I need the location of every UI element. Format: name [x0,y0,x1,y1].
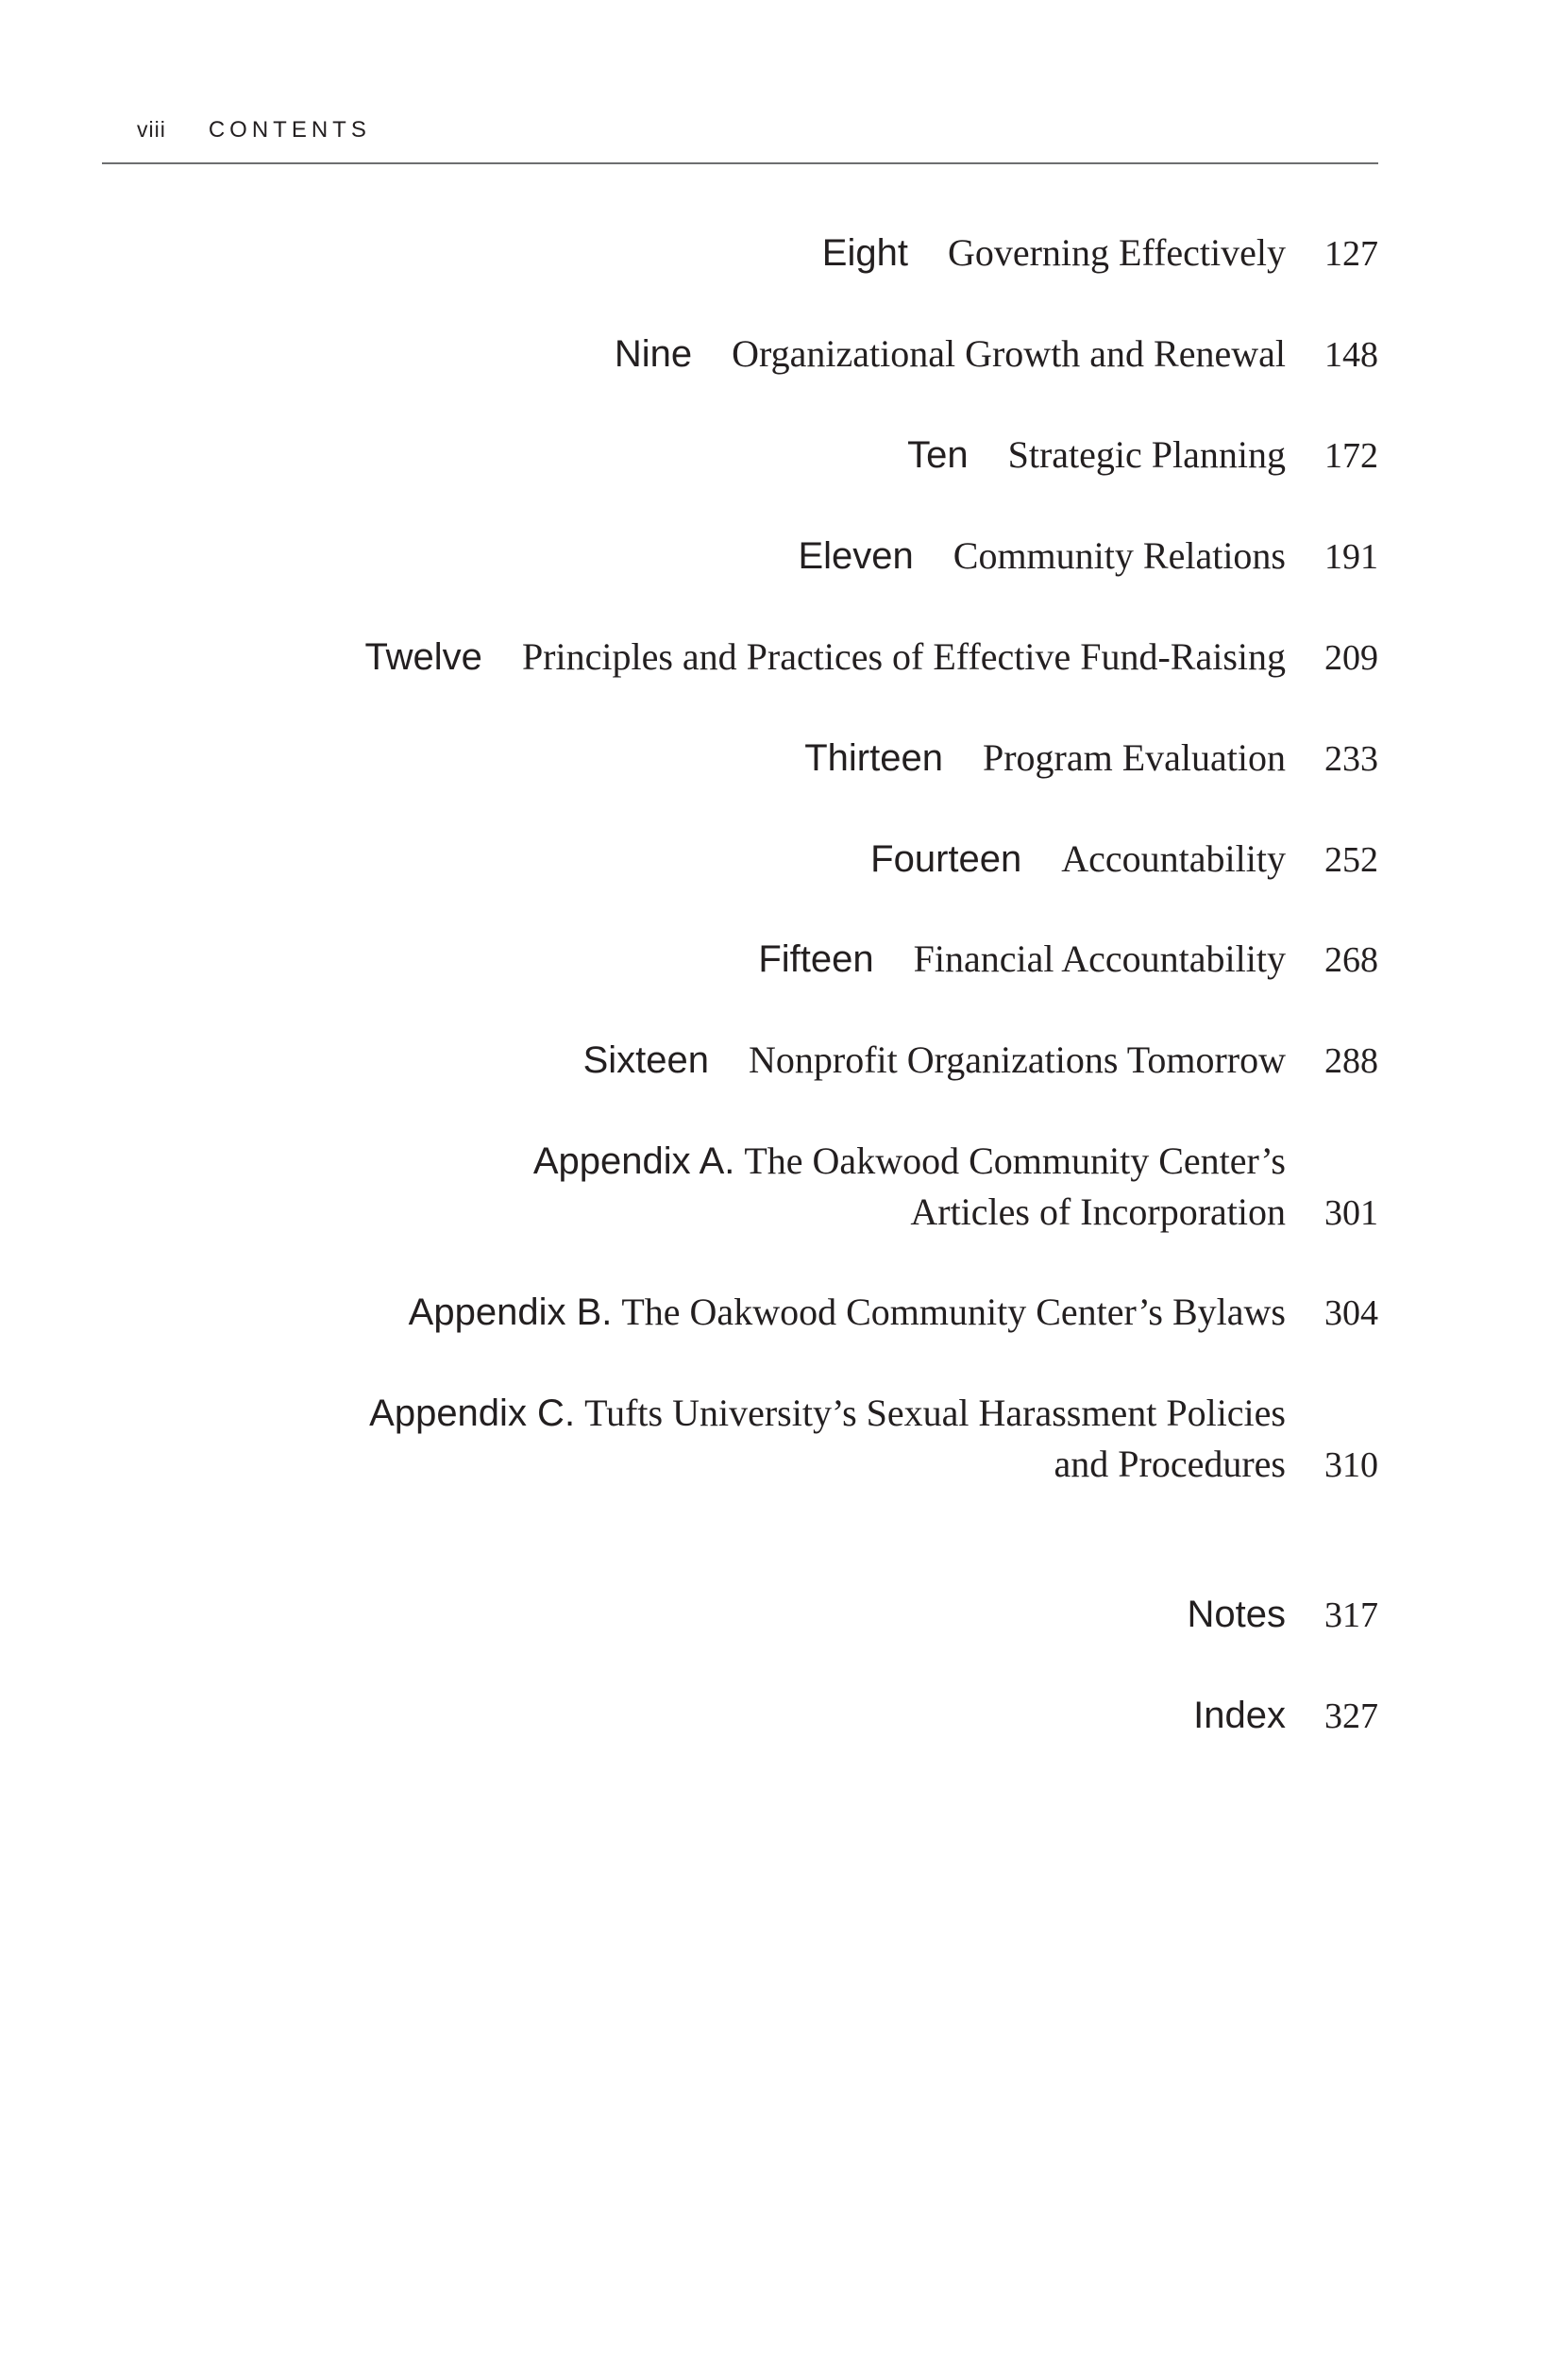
toc-entry-eleven[interactable] [0,533,1568,590]
appendix-title-line-1: Tufts University’s Sexual Harassment Policies [584,1392,1286,1434]
appendix-label: Appendix A. [532,1140,735,1182]
page-number: 310 [1324,1445,1378,1485]
chapter-label: Eleven [798,535,914,577]
chapter-title: Accountability [1061,837,1286,880]
chapter-label: Sixteen [582,1039,710,1081]
chapter-label: Twelve [364,636,482,678]
chapter-label: Fifteen [758,938,874,980]
toc-entry-notes[interactable] [0,1594,1568,1650]
page-number: 209 [1324,638,1378,678]
chapter-title: Community Relations [953,534,1286,577]
chapter-title: Financial Accountability [913,937,1286,980]
toc-entry-appendix-a-continued [0,1190,1568,1246]
toc-entry-fourteen[interactable] [0,836,1568,893]
chapter-label: Thirteen [804,737,943,779]
chapter-title: Organizational Growth and Renewal [732,332,1286,375]
chapter-label: Eight [821,232,908,274]
toc-entry-sixteen[interactable] [0,1038,1568,1094]
section-label: Notes [1187,1594,1286,1635]
page-number: 172 [1324,436,1378,476]
toc-entry-appendix-c[interactable] [0,1391,1568,1447]
page-number: 304 [1324,1293,1378,1333]
toc-entry-appendix-c-continued [0,1442,1568,1498]
chapter-label: Nine [614,333,693,375]
chapter-label: Ten [907,434,969,476]
toc-entry-ten[interactable] [0,432,1568,489]
page-number: 191 [1324,537,1378,577]
section-label: Index [1193,1695,1286,1736]
toc-entry-twelve[interactable] [0,634,1568,691]
page-number: 327 [1324,1696,1378,1736]
toc-entry-fifteen[interactable] [0,937,1568,993]
page-number: 252 [1324,840,1378,880]
chapter-title: Program Evaluation [982,736,1286,779]
toc-entry-appendix-a[interactable] [0,1139,1568,1195]
toc-entry-thirteen[interactable] [0,735,1568,792]
chapter-title: Strategic Planning [1007,433,1286,476]
page-number: 127 [1324,234,1378,274]
appendix-label: Appendix B. [408,1291,613,1333]
page-number: 301 [1324,1193,1378,1233]
chapter-title: Governing Effectively [947,231,1286,274]
chapter-label: Fourteen [870,838,1022,880]
running-title: CONTENTS [208,117,371,143]
page-number: 317 [1324,1595,1378,1635]
page-number: 148 [1324,335,1378,375]
chapter-title: Nonprofit Organizations Tomorrow [749,1038,1286,1081]
chapter-title: Principles and Practices of Effective Fund-Raising [521,635,1286,678]
page-number: 288 [1324,1041,1378,1081]
page-folio: viii [137,117,166,142]
appendix-title: The Oakwood Community Center’s Bylaws [621,1291,1286,1333]
toc-entry-eight[interactable] [0,230,1568,287]
appendix-title-line-2: Articles of Incorporation [910,1190,1286,1233]
toc-entry-index[interactable] [0,1695,1568,1751]
page-number: 268 [1324,940,1378,980]
appendix-title-line-1: The Oakwood Community Center’s [744,1139,1286,1182]
toc-entry-nine[interactable] [0,331,1568,388]
toc-entry-appendix-b[interactable] [0,1290,1568,1346]
appendix-title-line-2: and Procedures [1054,1443,1286,1485]
page-number: 233 [1324,739,1378,779]
appendix-label: Appendix C. [369,1393,576,1434]
